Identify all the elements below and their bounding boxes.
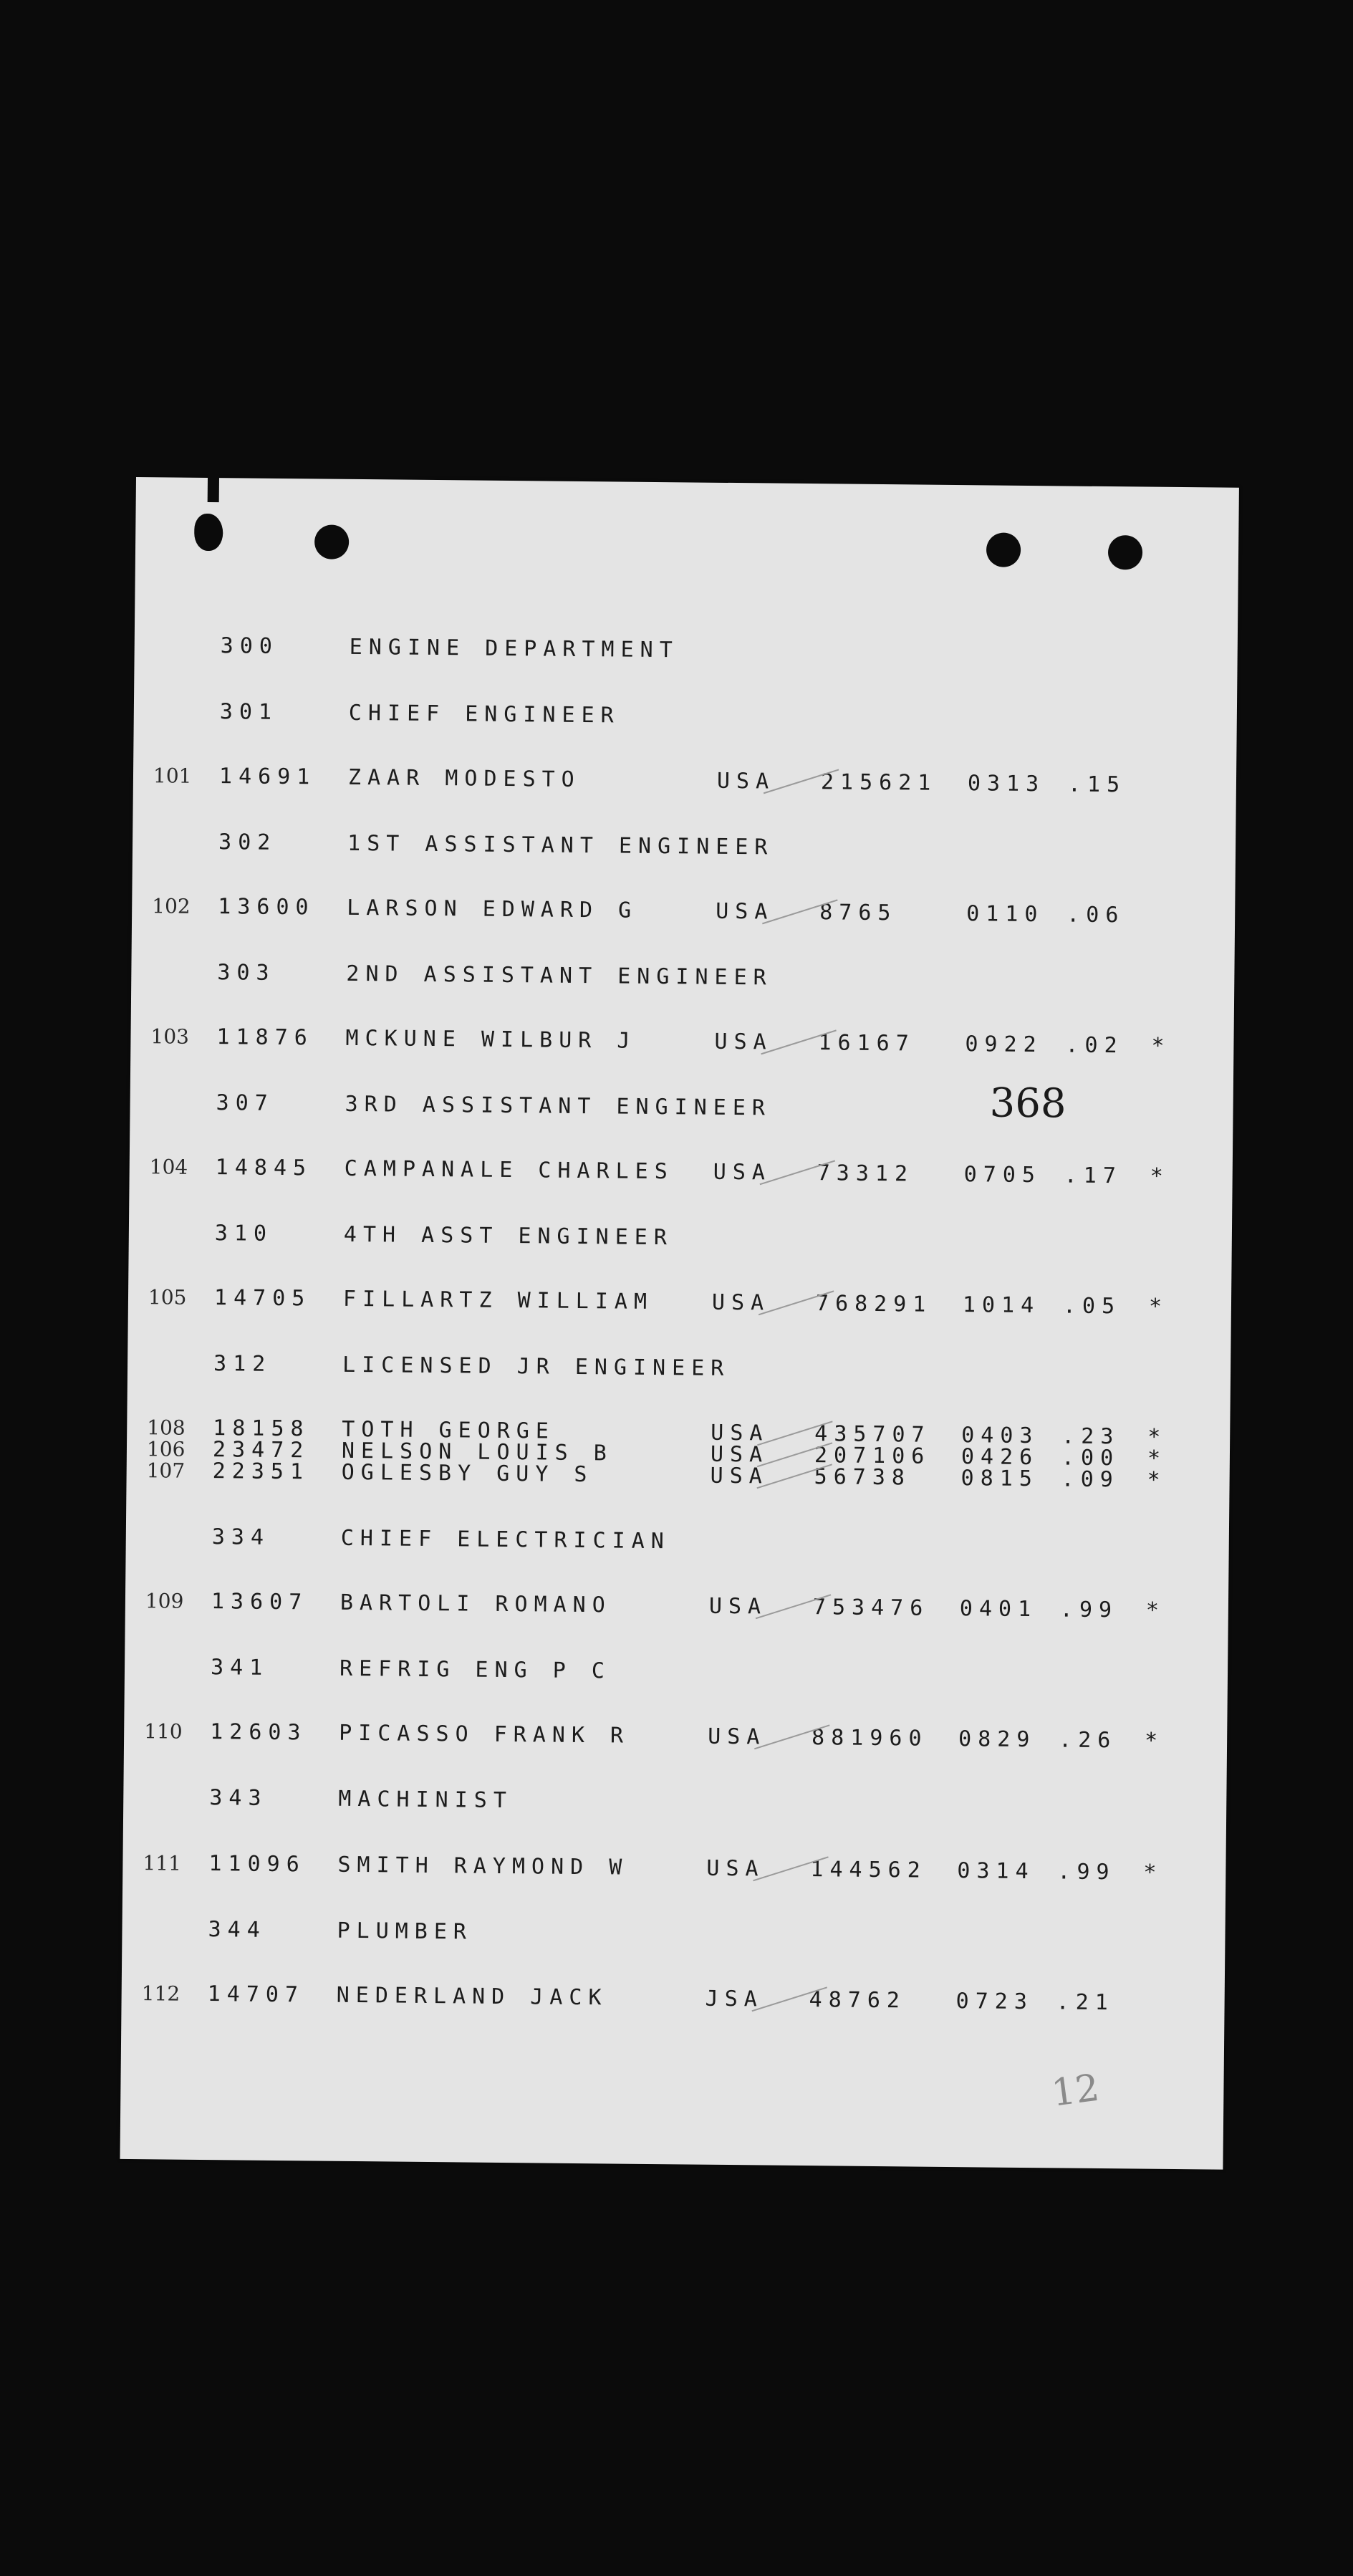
- ink-blot: [194, 514, 223, 551]
- document-number: 144562: [810, 1857, 927, 1883]
- line-number: 101: [153, 764, 192, 788]
- section-code: 343: [209, 1785, 268, 1811]
- document-number: 8765: [819, 900, 897, 926]
- book-number: 23472: [212, 1437, 310, 1464]
- line-number: 107: [146, 1458, 186, 1483]
- document-number: 215621: [820, 769, 938, 796]
- citizenship: USA: [710, 1463, 769, 1489]
- citizenship: USA: [714, 1029, 773, 1055]
- crew-name: NEDERLAND JACK: [336, 1982, 608, 2011]
- section-title: MACHINIST: [338, 1786, 514, 1814]
- section-title: 3RD ASSISTANT ENGINEER: [345, 1091, 772, 1121]
- date-code: 0314: [957, 1858, 1035, 1885]
- document-number: 16167: [818, 1030, 915, 1057]
- handwritten-page-mark: 12: [1049, 2066, 1102, 2115]
- line-number: 102: [152, 894, 191, 918]
- section-title: 4TH ASST ENGINEER: [343, 1221, 674, 1251]
- line-number: 105: [148, 1285, 187, 1309]
- document-number: 48762: [809, 1987, 907, 2014]
- section-heading: [134, 699, 1237, 739]
- document-number: 56738: [814, 1464, 912, 1491]
- date-code: 0829: [958, 1726, 1036, 1753]
- document-number: 881960: [811, 1725, 928, 1751]
- asterisk-mark: *: [1145, 1597, 1166, 1623]
- value-code: .15: [1067, 772, 1127, 798]
- crew-entry-row: [124, 1719, 1227, 1759]
- crew-name: MCKUNE WILBUR J: [345, 1025, 637, 1054]
- section-title: ENGINE DEPARTMENT: [349, 634, 679, 663]
- asterisk-mark: *: [1148, 1294, 1169, 1320]
- document-number: 207106: [814, 1443, 931, 1469]
- value-code: .26: [1058, 1727, 1117, 1754]
- asterisk-mark: *: [1143, 1860, 1163, 1885]
- line-number: 104: [149, 1155, 188, 1179]
- asterisk-mark: *: [1147, 1467, 1167, 1493]
- value-code: .21: [1056, 1989, 1114, 2016]
- page-number-stamp: 368: [989, 1080, 1066, 1128]
- asterisk-mark: *: [1147, 1424, 1167, 1450]
- line-number: 103: [150, 1024, 190, 1049]
- crew-name: PICASSO FRANK R: [339, 1720, 630, 1749]
- document-page: [120, 477, 1238, 2170]
- date-code: 0313: [967, 771, 1046, 797]
- section-heading: [129, 1221, 1232, 1260]
- section-heading: [125, 1655, 1228, 1694]
- date-code: 0922: [965, 1032, 1043, 1058]
- section-code: 310: [214, 1221, 274, 1246]
- section-heading: [135, 633, 1238, 673]
- document-number: 73312: [817, 1160, 915, 1187]
- section-code: 300: [220, 633, 279, 659]
- crew-name: SMITH RAYMOND W: [337, 1852, 629, 1880]
- section-heading: [123, 1785, 1226, 1825]
- value-code: .06: [1066, 902, 1125, 928]
- value-code: .09: [1061, 1466, 1120, 1493]
- section-heading: [131, 960, 1234, 999]
- book-number: 11096: [208, 1851, 306, 1878]
- binder-tab-mark: [208, 474, 219, 502]
- date-code: 0403: [961, 1423, 1039, 1449]
- section-heading: [122, 1917, 1225, 1956]
- section-code: 334: [211, 1524, 271, 1550]
- crew-name: TOTH GEORGE: [342, 1416, 556, 1444]
- section-title: CHIEF ENGINEER: [348, 700, 620, 729]
- crew-name: LARSON EDWARD G: [347, 895, 638, 923]
- book-number: 14845: [215, 1155, 313, 1181]
- line-number: 110: [144, 1719, 183, 1744]
- crew-name: FILLARTZ WILLIAM: [342, 1286, 654, 1315]
- crew-entry-row: [122, 1851, 1226, 1890]
- section-title: PLUMBER: [337, 1918, 473, 1945]
- section-code: 312: [213, 1351, 272, 1377]
- asterisk-mark: *: [1144, 1728, 1165, 1754]
- crew-name: ZAAR MODESTO: [347, 764, 581, 792]
- date-code: 1014: [962, 1292, 1041, 1319]
- date-code: 0705: [963, 1162, 1042, 1188]
- crew-entry-row: [128, 1285, 1231, 1325]
- section-title: REFRIG ENG P C: [339, 1655, 612, 1684]
- section-title: 1ST ASSISTANT ENGINEER: [347, 830, 774, 860]
- crew-name: NELSON LOUIS B: [341, 1438, 613, 1466]
- value-code: .05: [1062, 1293, 1122, 1320]
- citizenship: USA: [711, 1420, 769, 1446]
- value-code: .99: [1057, 1859, 1116, 1885]
- section-code: 341: [210, 1655, 269, 1681]
- citizenship: JSA: [705, 1986, 764, 2012]
- book-number: 12603: [210, 1719, 307, 1746]
- book-number: 14691: [218, 764, 317, 790]
- crew-entry-row: [132, 894, 1235, 933]
- citizenship: USA: [706, 1855, 765, 1882]
- section-title: CHIEF ELECTRICIAN: [340, 1525, 670, 1554]
- section-heading: [133, 830, 1236, 869]
- line-number: 106: [146, 1437, 186, 1461]
- section-code: 301: [219, 699, 279, 725]
- section-heading: [126, 1524, 1229, 1564]
- document-number: 435707: [814, 1421, 931, 1448]
- crew-name: CAMPANALE CHARLES: [344, 1155, 674, 1185]
- section-title: 2ND ASSISTANT ENGINEER: [346, 961, 773, 991]
- book-number: 14707: [207, 1981, 305, 2008]
- section-heading: [127, 1351, 1231, 1390]
- value-code: .02: [1065, 1032, 1124, 1059]
- date-code: 0815: [960, 1466, 1039, 1492]
- section-title: LICENSED JR ENGINEER: [342, 1352, 731, 1382]
- date-code: 0401: [959, 1596, 1038, 1623]
- citizenship: USA: [716, 898, 774, 925]
- line-number: 108: [147, 1416, 186, 1440]
- crew-entry-row: [130, 1155, 1233, 1194]
- asterisk-mark: *: [1147, 1446, 1167, 1471]
- book-number: 13600: [218, 894, 315, 921]
- date-code: 0426: [960, 1444, 1039, 1471]
- value-code: .99: [1059, 1597, 1119, 1623]
- section-code: 303: [217, 960, 276, 986]
- line-number: 109: [145, 1589, 184, 1613]
- asterisk-mark: *: [1150, 1163, 1170, 1189]
- section-code: 302: [218, 830, 277, 855]
- crew-name: BARTOLI ROMANO: [340, 1590, 612, 1618]
- book-number: 13607: [211, 1589, 309, 1615]
- date-code: 0110: [966, 901, 1044, 928]
- citizenship: USA: [716, 768, 776, 794]
- line-number: 111: [143, 1851, 182, 1875]
- line-number: 112: [141, 1981, 180, 2006]
- citizenship: USA: [713, 1159, 772, 1186]
- book-number: 22351: [212, 1458, 310, 1485]
- value-code: .23: [1061, 1423, 1120, 1450]
- citizenship: USA: [710, 1441, 769, 1468]
- book-number: 11876: [216, 1024, 314, 1051]
- crew-entry-row: [130, 1024, 1233, 1064]
- document-number: 753476: [812, 1595, 930, 1621]
- book-number: 14705: [213, 1285, 312, 1312]
- crew-name: OGLESBY GUY S: [341, 1459, 594, 1488]
- punch-hole-left: [314, 524, 349, 559]
- punch-hole-right: [1108, 535, 1142, 569]
- value-code: .17: [1064, 1163, 1123, 1189]
- crew-entry-row: [121, 1981, 1224, 2021]
- citizenship: USA: [711, 1289, 771, 1316]
- date-code: 0723: [955, 1989, 1034, 2015]
- book-number: 18158: [213, 1416, 310, 1442]
- citizenship: USA: [707, 1724, 766, 1750]
- punch-hole-middle: [986, 532, 1021, 567]
- crew-entry-row: [125, 1589, 1228, 1628]
- section-code: 344: [208, 1917, 266, 1943]
- section-code: 307: [216, 1090, 274, 1116]
- section-heading: [130, 1090, 1233, 1130]
- document-number: 768291: [815, 1291, 933, 1317]
- asterisk-mark: *: [1151, 1033, 1171, 1059]
- value-code: .00: [1061, 1445, 1120, 1471]
- citizenship: USA: [708, 1593, 768, 1620]
- crew-entry-row: [133, 764, 1236, 803]
